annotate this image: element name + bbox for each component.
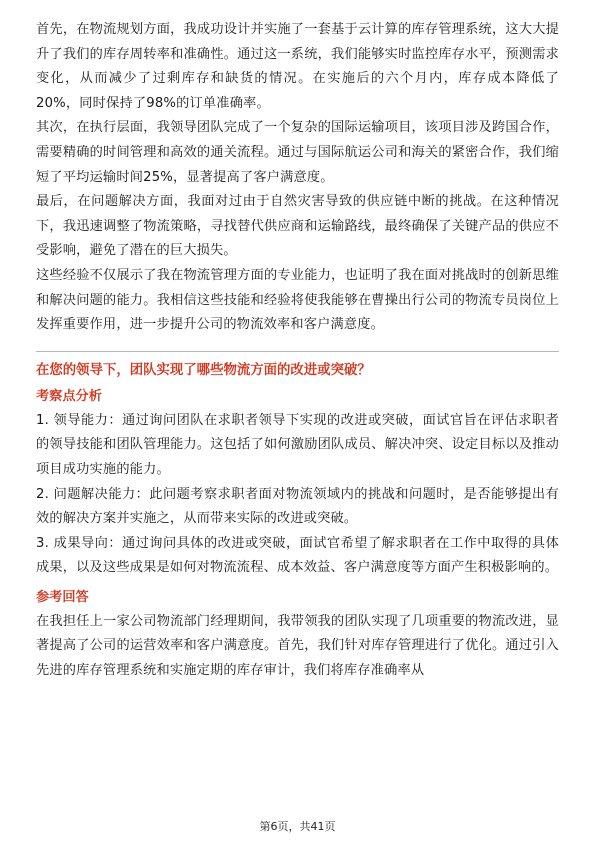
analysis-heading: 考察点分析 — [36, 388, 102, 404]
section-divider — [36, 351, 559, 352]
page-content — [36, 18, 559, 684]
interview-question: 在您的领导下，团队实现了哪些物流方面的改进或突破？ — [36, 362, 371, 378]
page-number-footer: 第6页，共41页 — [259, 820, 336, 833]
answer-paragraph: 在我担任上一家公司物流部门经理期间，我带领我的团队实现了几项重要的物流改进，显著提高了公司的运营效率和客户满意度。首先，我们针对库存管理进行了优化。通过引入先进的库存管理系统和实施定期的库存审计，我们将库存准确率从 — [36, 613, 559, 679]
answer-heading: 参考回答 — [36, 589, 89, 605]
body-paragraph-summary: 这些经验不仅展示了我在物流管理方面的专业能力，也证明了我在面对挑战时的创新思维和解决问题的能力。我相信这些技能和经验将使我能够在曹操出行公司的物流专员岗位上发挥重要作用，进一步提升公司的物流效率和客户满意度。 — [36, 267, 559, 333]
body-paragraph-planning: 首先，在物流规划方面，我成功设计并实施了一套基于云计算的库存管理系统，这大大提升了我们的库存周转率和准确性。通过这一系统，我们能够实时监控库存水平，预测需求变化，从而减少了过剩库存和缺货的情况。在实施后的六个月内，库存成本降低了20%，同时保持了98%的订单准确率。 — [36, 22, 559, 111]
body-paragraph-execution: 其次，在执行层面，我领导团队完成了一个复杂的国际运输项目，该项目涉及跨国合作，需要精确的时间管理和高效的通关流程。通过与国际航运公司和海关的紧密合作，我们缩短了平均运输时间25%，显著提高了客户满意度。 — [36, 120, 559, 185]
analysis-point-problem-solving: 2. 问题解决能力：此问题考察求职者面对物流领域内的挑战和问题时，是否能够提出有效的解决方案并实施之，从而带来实际的改进或突破。 — [36, 486, 559, 527]
analysis-point-leadership: 1. 领导能力：通过询问团队在求职者领导下实现的改进或突破，面试官旨在评估求职者的领导技能和团队管理能力。这包括了如何激励团队成员、解决冲突、设定目标以及推动项目成功实施的能力。 — [36, 412, 559, 477]
body-paragraph-problem-solving: 最后，在问题解决方面，我面对过由于自然灾害导致的供应链中断的挑战。在这种情况下，我迅速调整了物流策略，寻找替代供应商和运输路线，最终确保了关键产品的供应不受影响，避免了潜在的巨大损失。 — [36, 194, 559, 259]
analysis-point-results: 3. 成果导向：通过询问具体的改进或突破，面试官希望了解求职者在工作中取得的具体成果，以及这些成果是如何对物流流程、成本效益、客户满意度等方面产生积极影响的。 — [36, 535, 559, 576]
